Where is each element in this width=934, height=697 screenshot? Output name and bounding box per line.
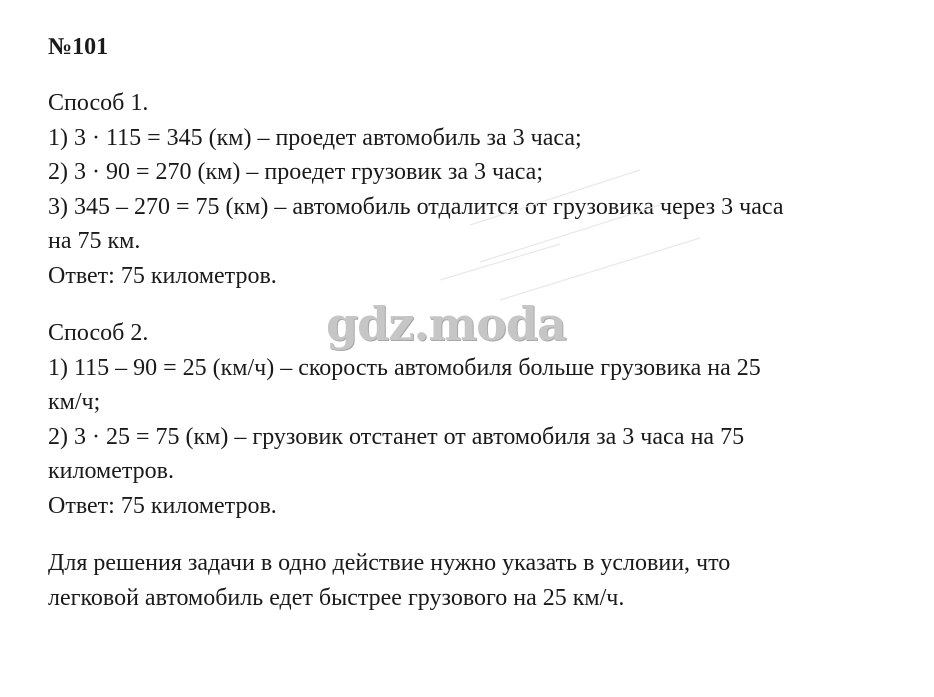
method-1-heading: Способ 1. bbox=[48, 90, 149, 116]
method-2-answer: Ответ: 75 километров. bbox=[48, 492, 277, 519]
note-line-1: Для решения задачи в одно действие нужно указать в условии, что bbox=[48, 550, 731, 576]
method-2-heading: Способ 2. bbox=[48, 320, 149, 346]
method-1-step-3-line-2: на 75 км. bbox=[48, 228, 141, 254]
method-1-step-2: 2) 3 · 90 = 270 (км) – проедет грузовик за 3 часа; bbox=[48, 159, 543, 185]
method-1-step-1: 1) 3 · 115 = 345 (км) – проедет автомобиль за 3 часа; bbox=[48, 124, 582, 151]
method-1-answer: Ответ: 75 километров. bbox=[48, 262, 277, 289]
method-2-step-2-line-1: 2) 3 · 25 = 75 (км) – грузовик отстанет от автомобиля за 3 часа на 75 bbox=[48, 423, 745, 450]
method-2-step-1-line-1: 1) 115 – 90 = 25 (км/ч) – скорость автомобиля больше грузовика на 25 bbox=[48, 354, 761, 381]
method-1-step-3-line-1: 3) 345 – 270 = 75 (км) – автомобиль отдалится от грузовика через 3 часа bbox=[48, 193, 784, 220]
note-line-2: легковой автомобиль едет быстрее грузового на 25 км/ч. bbox=[48, 584, 625, 611]
problem-number: №101 bbox=[48, 34, 109, 60]
note-block bbox=[48, 546, 888, 615]
method-1-block bbox=[48, 86, 888, 293]
watermark-logo: gdz.moda bbox=[326, 297, 566, 351]
method-2-step-1-line-2: км/ч; bbox=[48, 389, 101, 415]
method-2-step-2-line-2: километров. bbox=[48, 458, 174, 484]
